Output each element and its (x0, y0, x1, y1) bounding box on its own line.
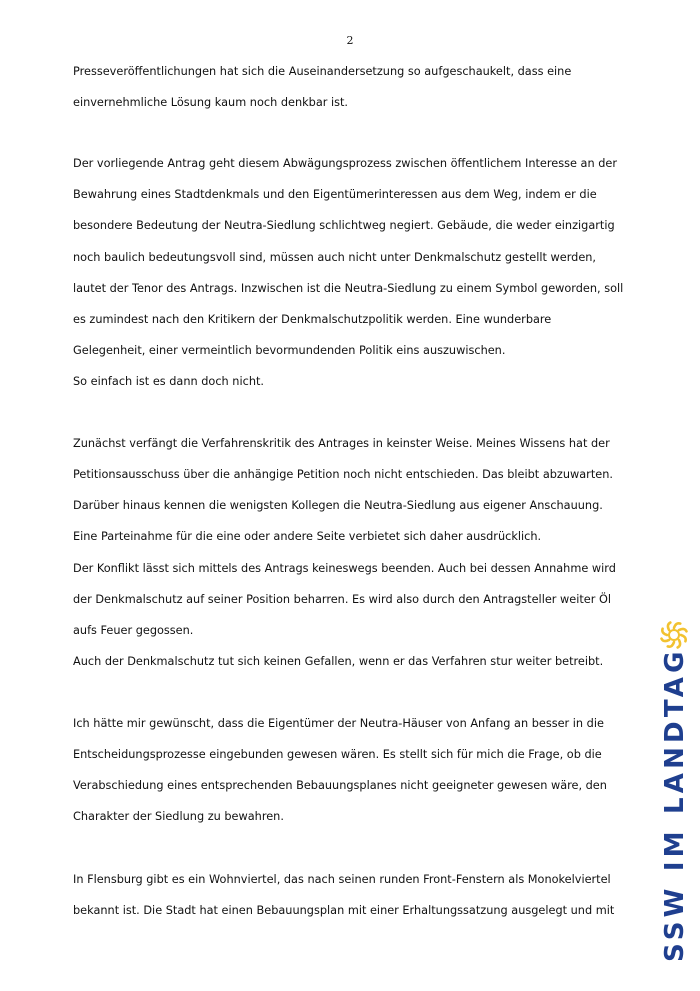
text-line: bekannt ist. Die Stadt hat einen Bebauungsplan mit einer Erhaltungssatzung ausgelegt und mit (73, 904, 615, 917)
text-line: Entscheidungsprozesse eingebunden gewesen wären. Es stellt sich für mich die Frage, ob die (73, 748, 602, 761)
text-line: In Flensburg gibt es ein Wohnviertel, das nach seinen runden Front-Fenstern als Monokelviertel (73, 873, 611, 886)
text-line: Gelegenheit, einer vermeintlich bevormundenden Politik eins auszuwischen. (73, 344, 506, 357)
text-line: noch baulich bedeutungsvoll sind, müssen auch nicht unter Denkmalschutz gestellt werden, (73, 251, 597, 264)
text-line: Charakter der Siedlung zu bewahren. (73, 810, 284, 823)
ssw-branding (658, 620, 690, 965)
text-line: Petitionsausschuss über die anhängige Petition noch nicht entschieden. Das bleibt abzuwarten. (73, 468, 613, 481)
text-line: Eine Parteinahme für die eine oder andere Seite verbietet sich daher ausdrücklich. (73, 530, 542, 543)
text-line: Darüber hinaus kennen die wenigsten Kollegen die Neutra-Siedlung aus eigener Anschauung. (73, 499, 603, 512)
text-line: Ich hätte mir gewünscht, dass die Eigentümer der Neutra-Häuser von Anfang an besser in die (73, 717, 604, 730)
page-number: 2 (346, 34, 354, 47)
text-line: einvernehmliche Lösung kaum noch denkbar ist. (73, 96, 349, 109)
text-line: Verabschiedung eines entsprechenden Bebauungsplanes nicht geeigneter gewesen wäre, den (73, 779, 607, 792)
text-line: Auch der Denkmalschutz tut sich keinen Gefallen, wenn er das Verfahren stur weiter betreibt. (73, 655, 604, 668)
text-line: Der vorliegende Antrag geht diesem Abwägungsprozess zwischen öffentlichem Interesse an der (73, 157, 617, 170)
text-line: es zumindest nach den Kritikern der Denkmalschutzpolitik werden. Eine wunderbare (73, 313, 552, 326)
ssw-im-landtag-wordmark (658, 620, 690, 965)
brand-text: SSW IM LANDTAG (660, 647, 690, 962)
text-line: Bewahrung eines Stadtdenkmals und den Eigentümerinteressen aus dem Weg, indem er die (73, 188, 597, 201)
text-line: der Denkmalschutz auf seiner Position beharren. Es wird also durch den Antragsteller weiter Öl (73, 593, 611, 606)
text-line: aufs Feuer gegossen. (73, 624, 194, 637)
text-line: So einfach ist es dann doch nicht. (73, 375, 264, 388)
text-line: lautet der Tenor des Antrags. Inzwischen ist die Neutra-Siedlung zu einem Symbol geworden, soll (73, 282, 624, 295)
text-line: Der Konflikt lässt sich mittels des Antrags keineswegs beenden. Auch bei dessen Annahme wird (73, 562, 616, 575)
text-line: besondere Bedeutung der Neutra-Siedlung schlichtweg negiert. Gebäude, die weder einzigartig (73, 219, 615, 232)
text-line: Presseveröffentlichungen hat sich die Auseinandersetzung so aufgeschaukelt, dass eine (73, 65, 572, 78)
text-line: Zunächst verfängt die Verfahrenskritik des Antrages in keinster Weise. Meines Wissens hat der (73, 437, 610, 450)
